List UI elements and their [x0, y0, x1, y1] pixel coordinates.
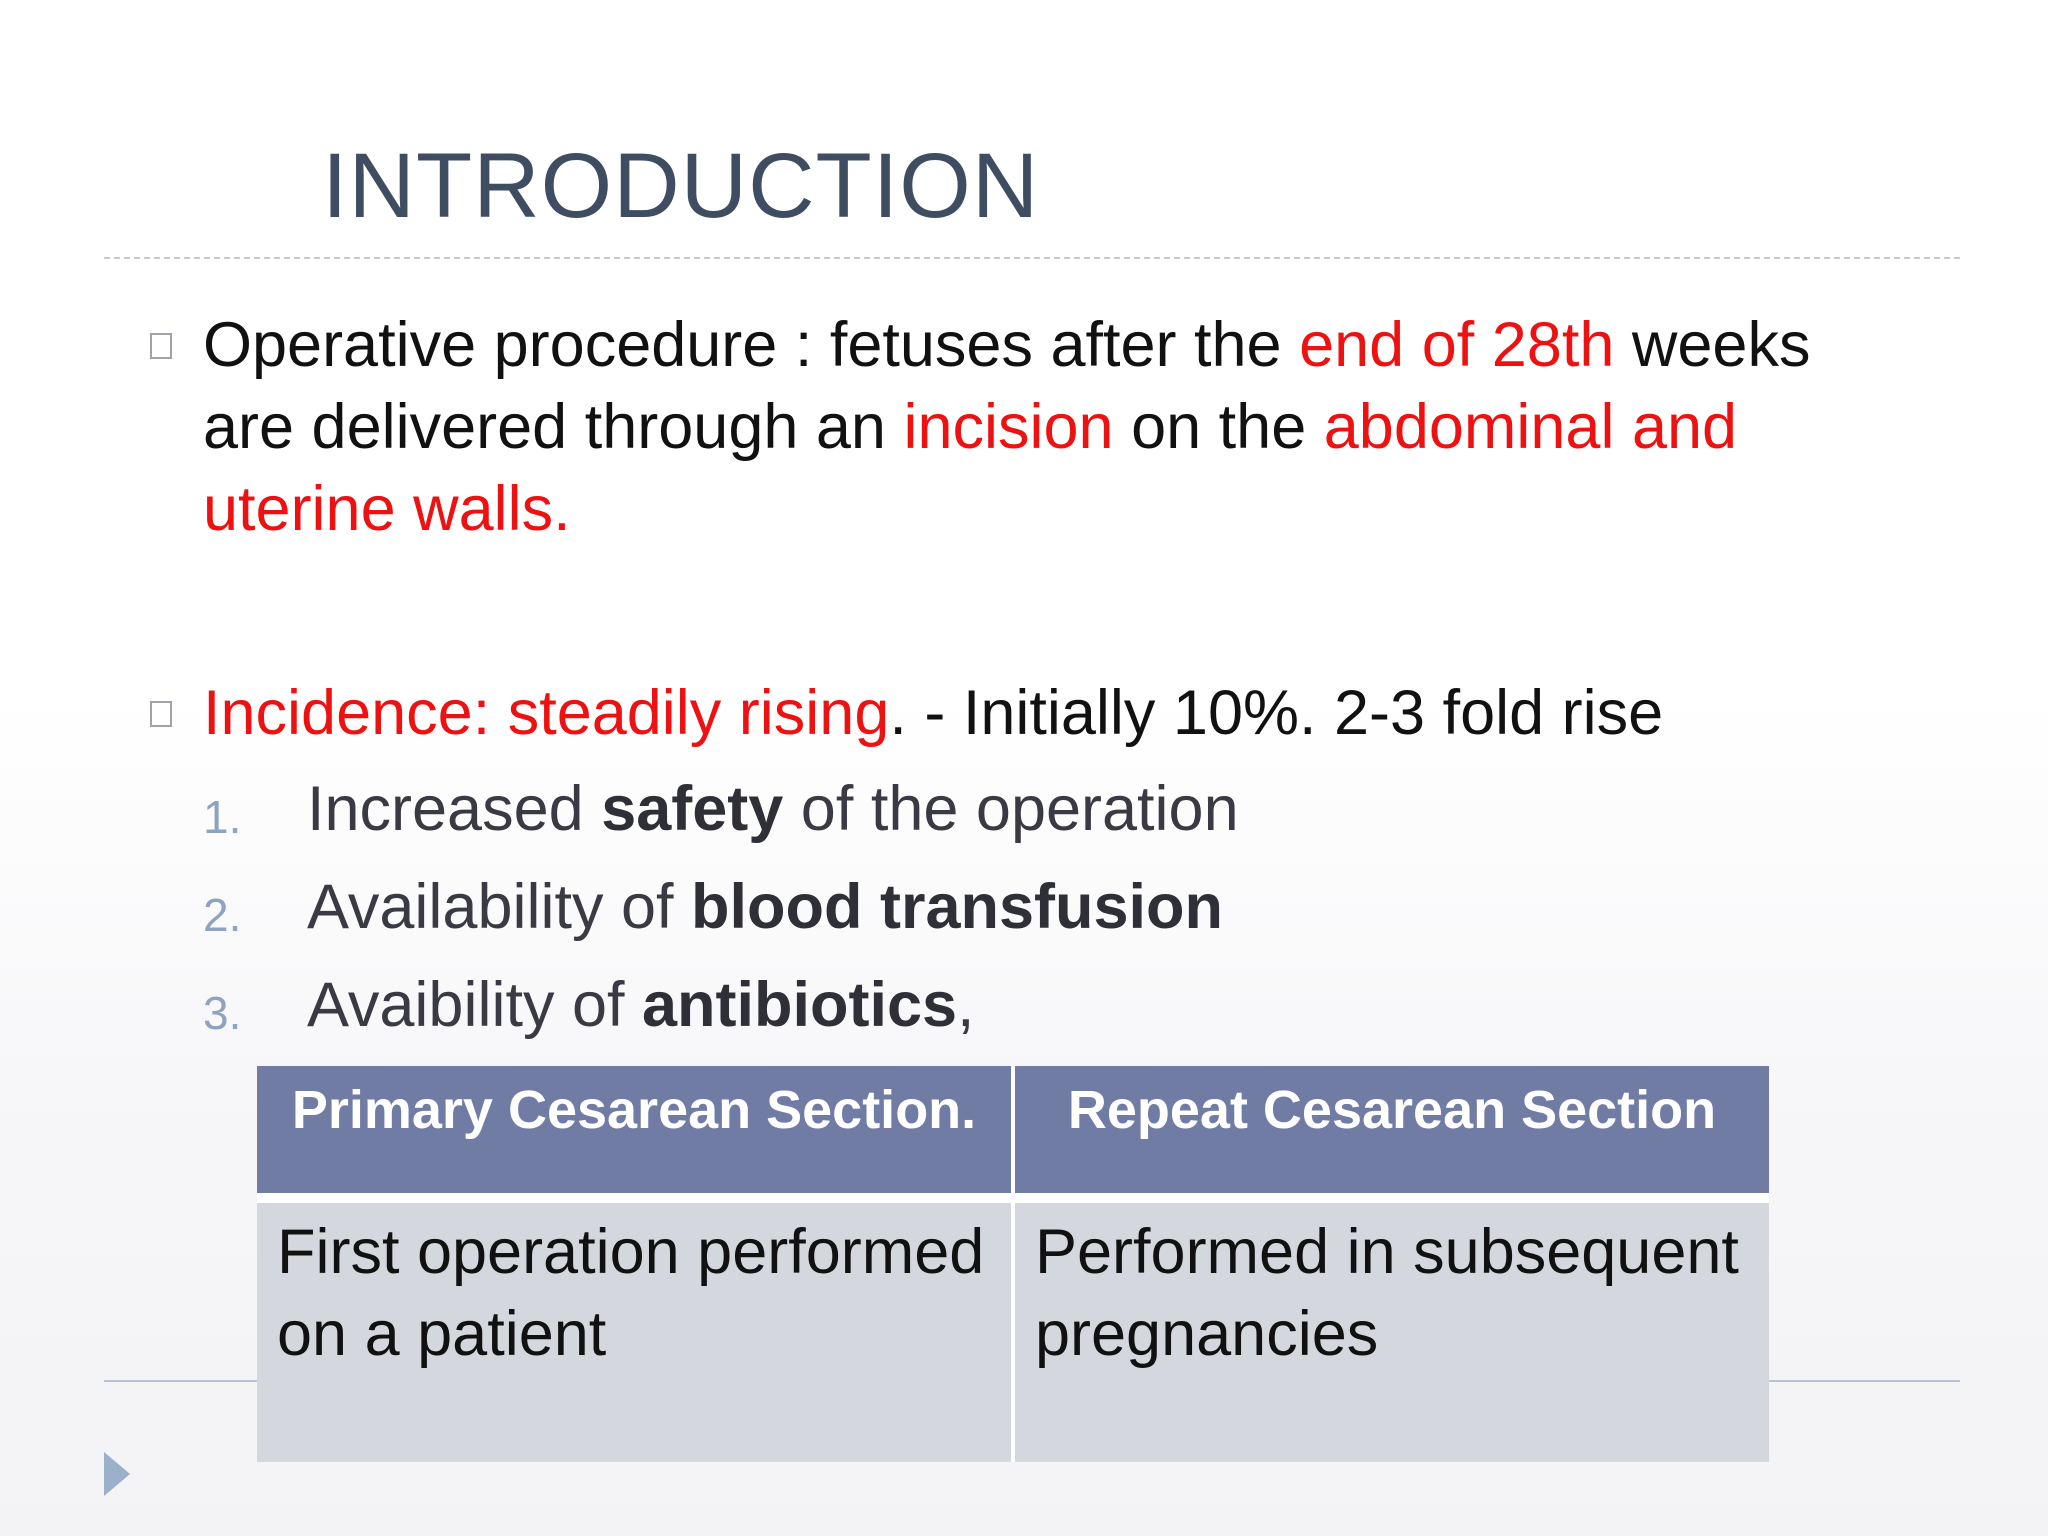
definition-text-3: on the — [1113, 392, 1324, 462]
table-header-primary: Primary Cesarean Section. — [257, 1066, 1013, 1198]
definition-text-1: Operative procedure : fetuses after the — [203, 310, 1300, 380]
slide-title: INTRODUCTION — [322, 135, 1040, 237]
square-bullet-icon — [150, 701, 172, 727]
triangle-right-icon[interactable] — [104, 1452, 130, 1496]
list-item-text: Increased safety of the operation — [307, 774, 1239, 844]
table-header-row — [257, 1066, 1769, 1198]
table-cell-repeat: Performed in subsequent pregnancies — [1013, 1198, 1769, 1462]
incidence-text: . - Initially 10%. 2-3 fold rise — [889, 678, 1664, 748]
cesarean-comparison-table — [257, 1066, 1769, 1462]
list-number: 1. — [203, 791, 242, 843]
table-header-repeat: Repeat Cesarean Section — [1013, 1066, 1769, 1198]
definition-highlight-walls: abdominal and uterine walls. — [203, 392, 1738, 544]
incidence-highlight: Incidence: steadily rising — [203, 678, 890, 748]
definition-highlight-gestation: end of 28th — [1299, 310, 1615, 380]
table-row — [257, 1198, 1769, 1462]
list-number: 3. — [203, 987, 242, 1039]
bullet-definition — [203, 304, 1843, 550]
list-number: 2. — [203, 889, 242, 941]
definition-text-2: weeks are delivered through an — [203, 310, 1811, 462]
title-divider — [104, 257, 1960, 259]
definition-highlight-incision: incision — [903, 392, 1114, 462]
list-item-text: Avaibility of antibiotics, — [307, 970, 975, 1040]
list-item-text: Availability of blood transfusion — [307, 872, 1223, 942]
bullet-incidence — [203, 672, 1943, 754]
square-bullet-icon — [150, 333, 172, 359]
table-cell-primary: First operation performed on a patient — [257, 1198, 1013, 1462]
